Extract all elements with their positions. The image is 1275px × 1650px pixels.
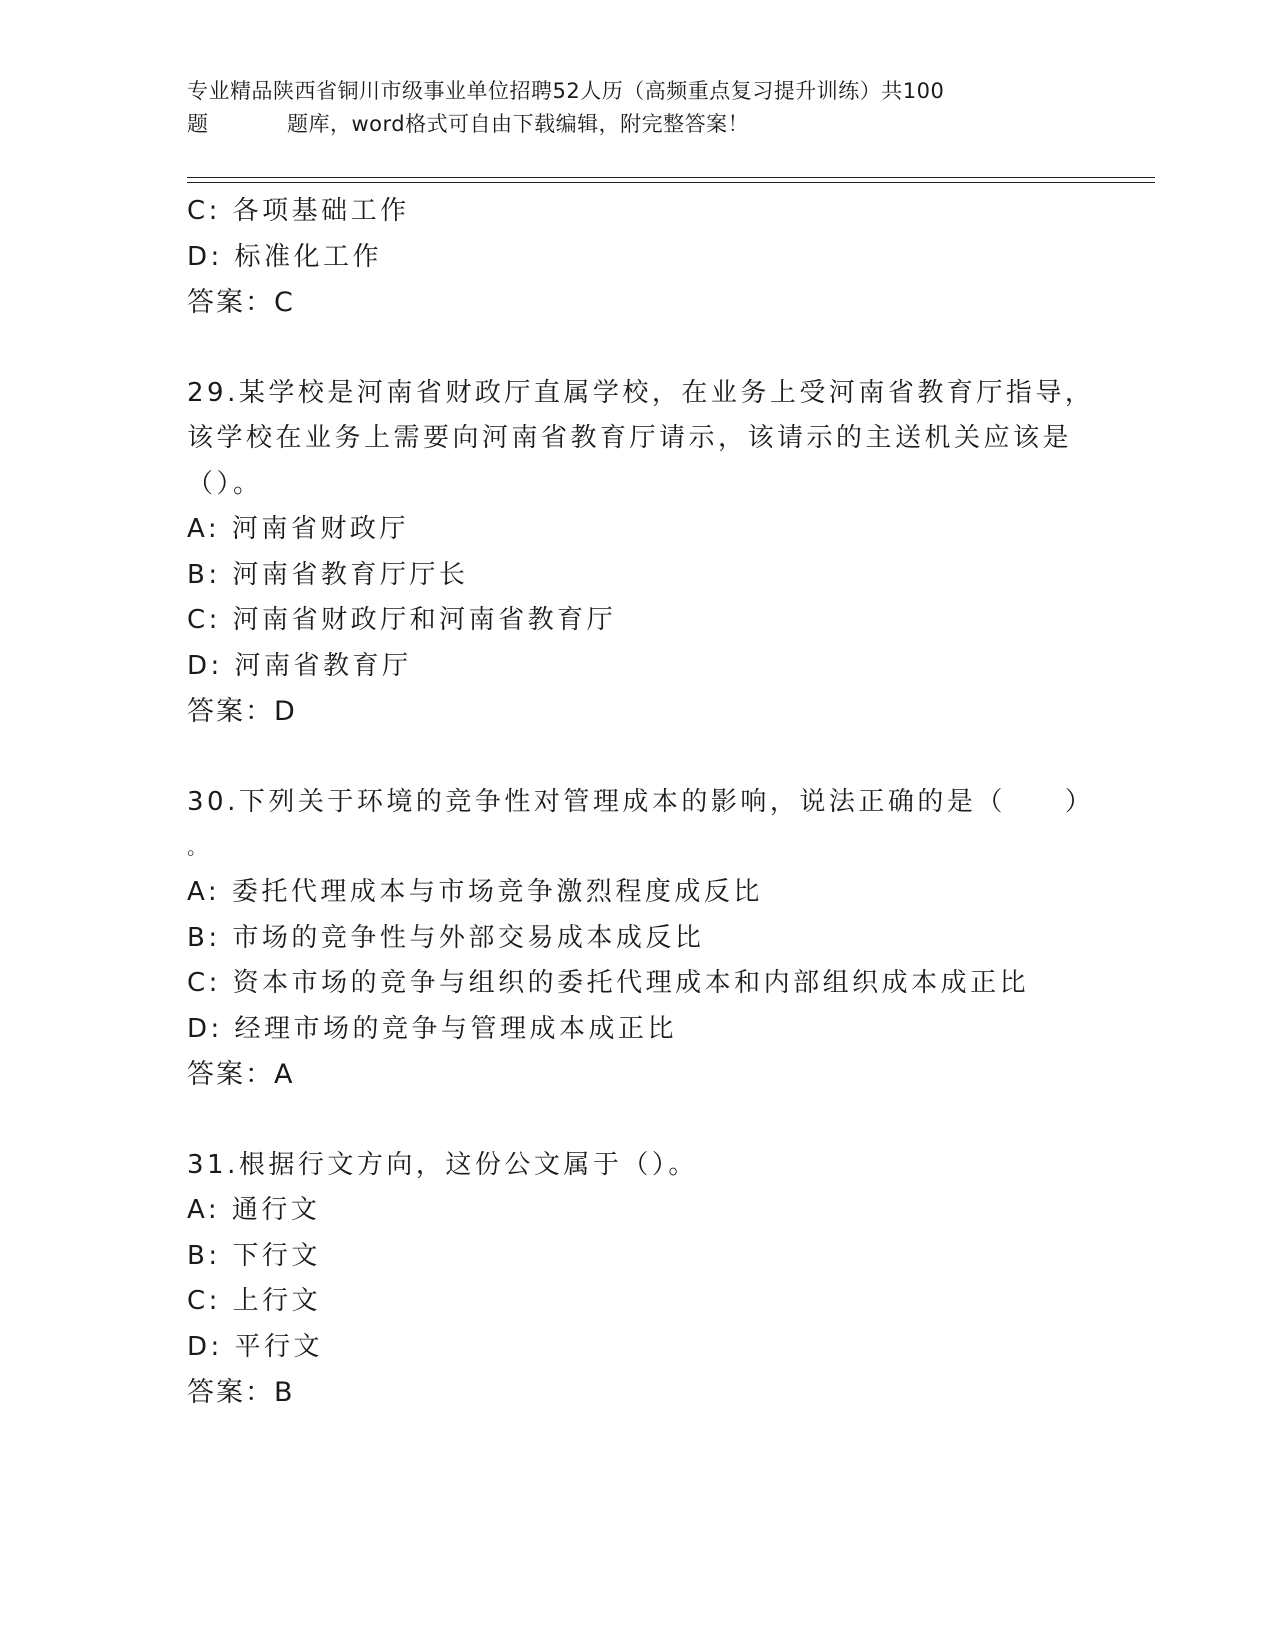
question-30 — [187, 780, 1095, 1098]
header-title-line1: 专业精品陕西省铜川市级事业单位招聘52人历（高频重点复习提升训练）共100 — [187, 79, 945, 103]
option-d: D: 标准化工作 — [187, 241, 383, 272]
document-body — [187, 189, 1095, 1416]
option-d: D: 平行文 — [187, 1331, 324, 1362]
spacer — [187, 1098, 1087, 1143]
question-stem-line: 。 — [187, 835, 211, 859]
page-header — [187, 75, 1067, 141]
spacer — [187, 326, 1087, 371]
question-stem-line: （）。 — [187, 468, 263, 499]
answer-line: 答案：D — [187, 696, 297, 727]
header-line2-right: 题库，word格式可自由下载编辑，附完整答案！ — [287, 112, 750, 136]
option-a: A: 通行文 — [187, 1195, 321, 1225]
spacer — [187, 735, 1087, 780]
option-b: B: 市场的竞争性与外部交易成本成反比 — [187, 922, 705, 953]
header-divider-bottom — [187, 182, 1155, 183]
header-line2-left: 题 — [187, 112, 209, 136]
option-b: B: 河南省教育厅厅长 — [187, 559, 469, 590]
option-c: C: 河南省财政厅和河南省教育厅 — [187, 605, 617, 635]
header-title-line2 — [187, 108, 1067, 141]
option-d: D: 经理市场的竞争与管理成本成正比 — [187, 1013, 678, 1044]
question-stem-line: 29.某学校是河南省财政厅直属学校，在业务上受河南省教育厅指导， — [187, 377, 1095, 408]
option-a: A: 委托代理成本与市场竞争激烈程度成反比 — [187, 877, 763, 907]
answer-line: 答案：A — [187, 1059, 295, 1090]
question-stem-line: 30.下列关于环境的竞争性对管理成本的影响，说法正确的是（ ） — [187, 786, 1095, 817]
option-c: C: 各项基础工作 — [187, 196, 410, 226]
question-stem-line: 31.根据行文方向，这份公文属于（）。 — [187, 1149, 698, 1180]
question-stem-line: 该学校在业务上需要向河南省教育厅请示，该请示的主送机关应该是 — [187, 423, 1073, 453]
option-c: C: 上行文 — [187, 1286, 322, 1316]
option-b: B: 下行文 — [187, 1240, 321, 1271]
option-d: D: 河南省教育厅 — [187, 650, 412, 681]
question-31 — [187, 1143, 1087, 1416]
option-a: A: 河南省财政厅 — [187, 514, 409, 544]
option-c: C: 资本市场的竞争与组织的委托代理成本和内部组织成本成正比 — [187, 968, 1030, 998]
header-divider-top — [187, 177, 1155, 178]
answer-line: 答案：B — [187, 1377, 295, 1408]
answer-line: 答案：C — [187, 287, 295, 318]
question-29 — [187, 371, 1095, 735]
